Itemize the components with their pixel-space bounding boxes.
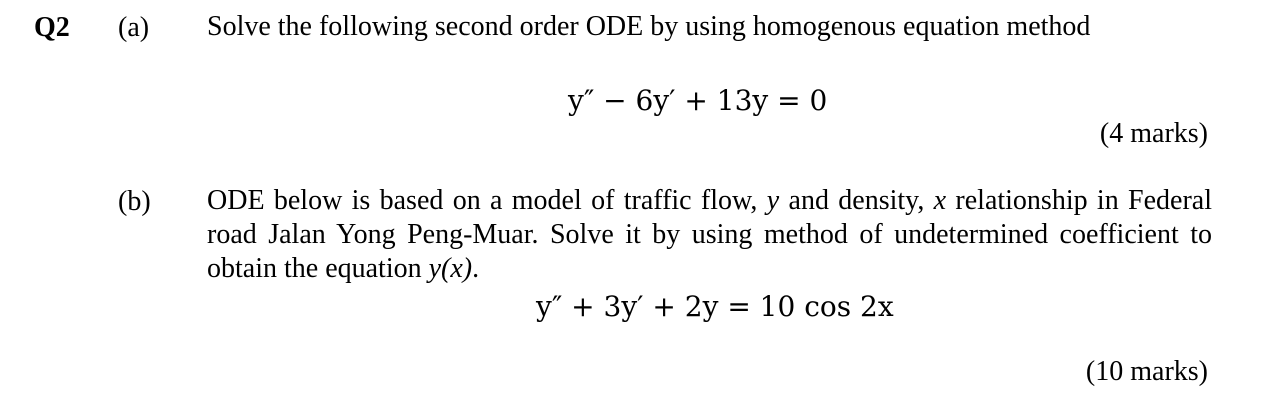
part-a-label: (a) xyxy=(118,12,150,43)
part-a-equation: y″ − 6y′ + 13y = 0 xyxy=(568,84,828,117)
part-b-equation: y″ + 3y′ + 2y = 10 cos 2x xyxy=(536,290,894,323)
part-b-marks: (10 marks) xyxy=(1085,356,1208,387)
question-number: Q2 xyxy=(34,12,70,43)
part-b-label: (b) xyxy=(118,186,151,217)
part-b-text: ODE below is based on a model of traffic flow, y and density, x relationship in Federal road Jalan Yong Peng-Muar. Solve it by using method of undetermined coefficient to obtain the equation y(x). xyxy=(207,185,1212,284)
part-a-marks: (4 marks) xyxy=(1099,118,1208,149)
part-a-text: Solve the following second order ODE by using homogenous equation method xyxy=(207,11,1091,42)
variable-x: x xyxy=(933,185,947,216)
variable-yx: y(x) xyxy=(428,253,473,284)
variable-y: y xyxy=(766,185,780,216)
